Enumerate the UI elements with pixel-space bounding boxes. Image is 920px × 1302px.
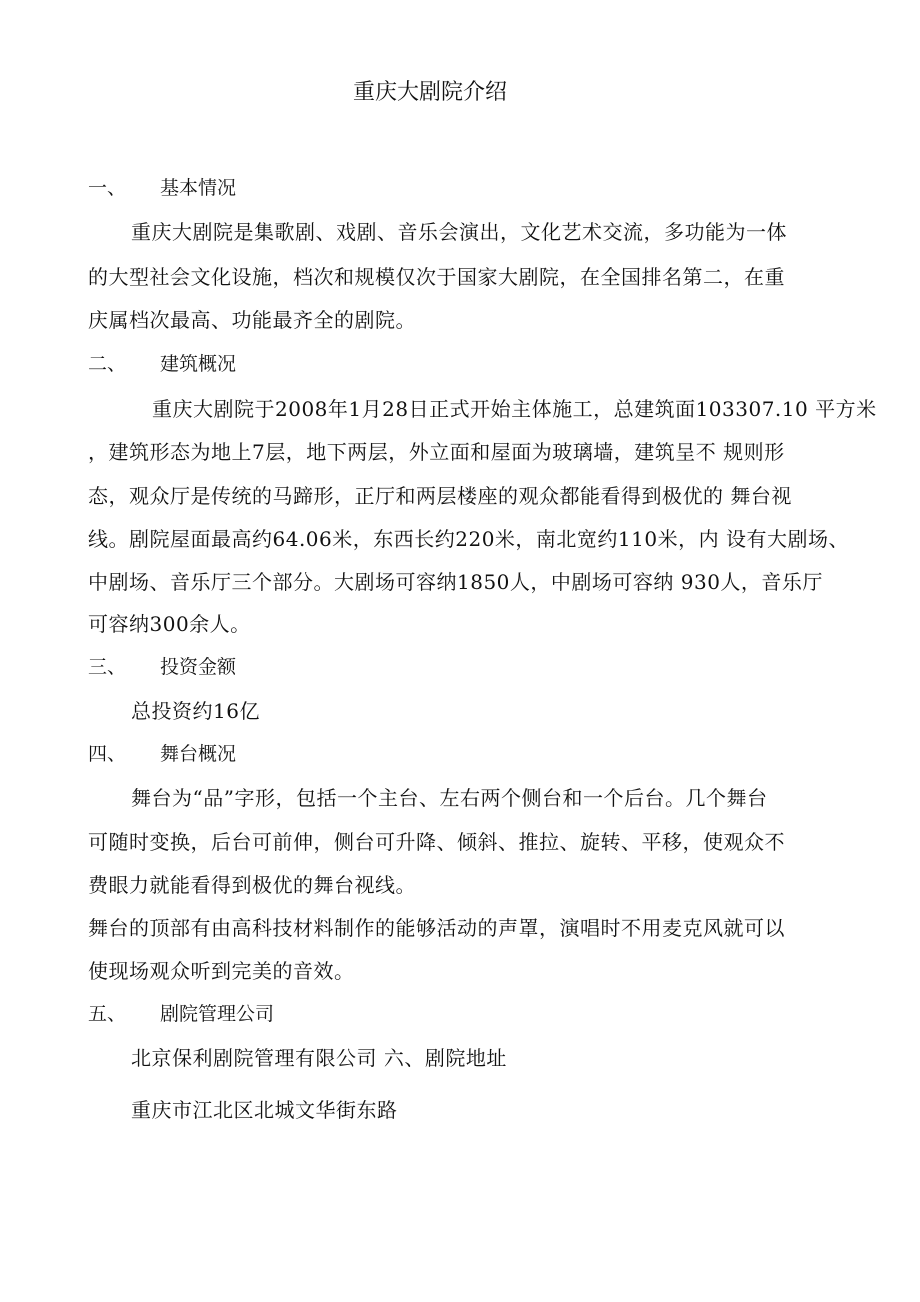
paragraph-line: 舞台的顶部有由高科技材料制作的能够活动的声罩，演唱时不用麦克风就可以 bbox=[88, 916, 785, 940]
paragraph-line: 线。剧院屋面最高约64.06米，东西长约220米，南北宽约110米，内 设有大剧场、 bbox=[88, 527, 849, 551]
section-number: 五、 bbox=[88, 1003, 127, 1025]
paragraph-line: 总投资约16亿 bbox=[131, 699, 260, 723]
paragraph-line: 重庆大剧院于2008年1月28日正式开始主体施工，总建筑面103307.10 平方米 bbox=[152, 397, 877, 421]
paragraph-line: 北京保利剧院管理有限公司 六、剧院地址 bbox=[131, 1046, 507, 1070]
paragraph-line: 使现场观众听到完美的音效。 bbox=[88, 959, 355, 983]
paragraph-line: 可随时变换，后台可前伸，侧台可升降、倾斜、推拉、旋转、平移，使观众不 bbox=[88, 830, 785, 854]
paragraph-line: 庆属档次最高、功能最齐全的剧院。 bbox=[88, 308, 416, 332]
paragraph-line: 中剧场、音乐厅三个部分。大剧场可容纳1850人，中剧场可容纳 930人，音乐厅 bbox=[88, 570, 823, 594]
page-title: 重庆大剧院介绍 bbox=[352, 80, 507, 105]
paragraph-line: 的大型社会文化设施，档次和规模仅次于国家大剧院，在全国排名第二，在重 bbox=[88, 265, 785, 289]
section-title: 基本情况 bbox=[160, 177, 237, 199]
section-number: 二、 bbox=[88, 353, 127, 375]
section-heading-basic bbox=[88, 174, 236, 202]
section-heading-stage bbox=[88, 740, 236, 768]
section-title: 舞台概况 bbox=[160, 743, 237, 765]
section-number: 四、 bbox=[88, 743, 127, 765]
paragraph-line: ，建筑形态为地上7层，地下两层，外立面和屋面为玻璃墙，建筑呈不 规则形 bbox=[88, 440, 785, 464]
section-heading-management bbox=[88, 1000, 274, 1028]
section-heading-architecture bbox=[88, 350, 236, 378]
paragraph-line-address: 重庆市江北区北城文华街东路 bbox=[131, 1098, 398, 1122]
section-title: 剧院管理公司 bbox=[160, 1003, 275, 1025]
section-title: 建筑概况 bbox=[160, 353, 237, 375]
section-heading-investment bbox=[88, 653, 236, 681]
paragraph-line: 态，观众厅是传统的马蹄形，正厅和两层楼座的观众都能看得到极优的 舞台视 bbox=[88, 484, 792, 508]
paragraph-line: 舞台为“品”字形，包括一个主台、左右两个侧台和一个后台。几个舞台 bbox=[131, 786, 768, 810]
paragraph-line: 费眼力就能看得到极优的舞台视线。 bbox=[88, 873, 416, 897]
paragraph-line: 可容纳300余人。 bbox=[88, 612, 251, 636]
section-number: 三、 bbox=[88, 656, 127, 678]
section-number: 一、 bbox=[88, 177, 127, 199]
paragraph-line: 重庆大剧院是集歌剧、戏剧、音乐会演出，文化艺术交流，多功能为一体 bbox=[131, 220, 787, 244]
section-title: 投资金额 bbox=[160, 656, 237, 678]
